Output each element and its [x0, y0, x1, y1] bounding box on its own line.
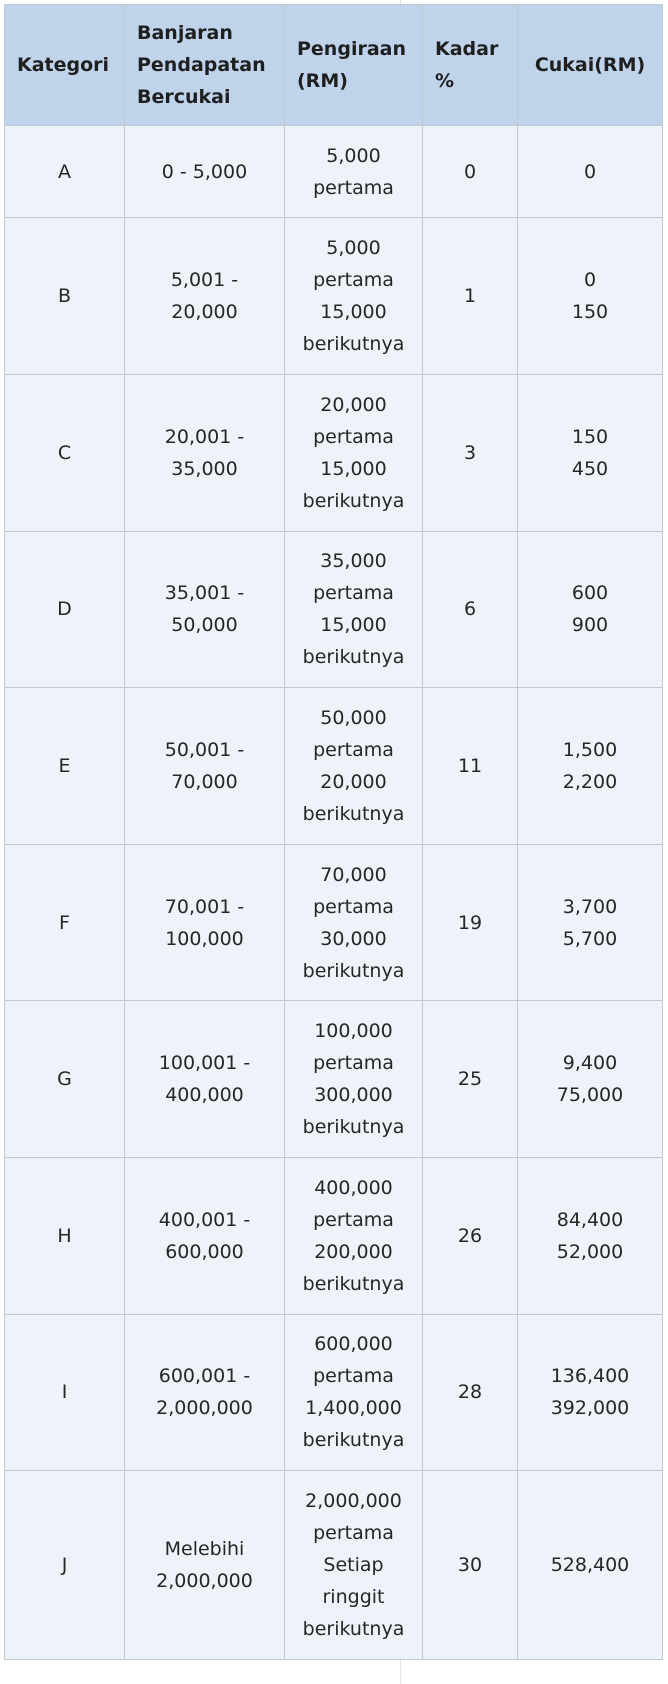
cell-pengiraan: [285, 1471, 423, 1660]
cell-banjaran: [125, 1001, 285, 1158]
cell-kadar: [423, 844, 518, 1001]
cell-banjaran: [125, 688, 285, 845]
income-tax-rate-table: [4, 4, 663, 1660]
cell-banjaran: [125, 218, 285, 375]
cell-cukai-text: 9,400 75,000: [556, 1052, 624, 1107]
cell-kadar: [423, 1001, 518, 1158]
cell-banjaran-text: 0 - 5,000: [161, 160, 248, 183]
cell-kadar-text: 3: [463, 441, 477, 464]
cell-pengiraan: [285, 126, 423, 218]
cell-pengiraan-text: 20,000 pertama 15,000 berikutnya: [302, 393, 405, 512]
cell-pengiraan: [285, 1314, 423, 1471]
table-row: [5, 1158, 663, 1315]
cell-banjaran: [125, 1314, 285, 1471]
cell-kadar: [423, 126, 518, 218]
cell-kategori: [5, 126, 125, 218]
cell-banjaran: [125, 844, 285, 1001]
cell-kadar: [423, 1471, 518, 1660]
cell-kadar-text: 25: [457, 1068, 483, 1091]
header-kategori: Kategori: [5, 5, 125, 126]
cell-kategori: [5, 531, 125, 688]
cell-banjaran: [125, 1158, 285, 1315]
cell-pengiraan-text: 600,000 pertama 1,400,000 berikutnya: [302, 1333, 405, 1452]
cell-banjaran-text: Melebihi 2,000,000: [156, 1538, 253, 1593]
cell-kadar: [423, 218, 518, 375]
cell-kadar-text: 6: [463, 598, 477, 621]
cell-kadar: [423, 1158, 518, 1315]
cell-kadar: [423, 374, 518, 531]
cell-kadar: [423, 688, 518, 845]
table-row: [5, 1471, 663, 1660]
cell-cukai-text: 0 150: [571, 269, 609, 324]
cell-cukai: [518, 531, 663, 688]
cell-cukai-text: 0: [583, 160, 597, 183]
cell-cukai: [518, 374, 663, 531]
cell-pengiraan: [285, 1001, 423, 1158]
cell-banjaran-text: 70,001 - 100,000: [164, 895, 245, 950]
header-pengiraan: Pengiraan (RM): [285, 5, 423, 126]
table-row: [5, 688, 663, 845]
table-row: [5, 1001, 663, 1158]
cell-kategori: [5, 374, 125, 531]
cell-pengiraan-text: 100,000 pertama 300,000 berikutnya: [302, 1020, 405, 1139]
cell-banjaran-text: 600,001 - 2,000,000: [156, 1365, 253, 1420]
header-banjaran: Banjaran Pendapatan Bercukai: [125, 5, 285, 126]
cell-kategori-text: G: [57, 1068, 72, 1091]
cell-banjaran-text: 20,001 - 35,000: [164, 425, 245, 480]
cell-pengiraan-text: 35,000 pertama 15,000 berikutnya: [302, 550, 405, 669]
cell-kadar-text: 19: [457, 911, 483, 934]
cell-banjaran-text: 50,001 - 70,000: [164, 738, 245, 793]
cell-kategori: [5, 688, 125, 845]
header-row: [5, 5, 663, 126]
cell-kategori: [5, 1314, 125, 1471]
cell-kategori: [5, 844, 125, 1001]
cell-kadar-text: 28: [457, 1381, 483, 1404]
table-header: [5, 5, 663, 126]
cell-kadar-text: 11: [457, 754, 483, 777]
cell-kategori-text: E: [58, 754, 71, 777]
cell-pengiraan-text: 50,000 pertama 20,000 berikutnya: [302, 706, 405, 825]
cell-pengiraan-text: 400,000 pertama 200,000 berikutnya: [302, 1176, 405, 1295]
cell-cukai: [518, 844, 663, 1001]
cell-kategori: [5, 1001, 125, 1158]
table-row: [5, 844, 663, 1001]
cell-cukai-text: 3,700 5,700: [562, 895, 618, 950]
table-row: [5, 1314, 663, 1471]
cell-cukai: [518, 1471, 663, 1660]
cell-pengiraan: [285, 218, 423, 375]
cell-banjaran: [125, 374, 285, 531]
cell-kadar: [423, 531, 518, 688]
cell-kadar-text: 1: [463, 285, 477, 308]
cell-pengiraan-text: 2,000,000 pertama Setiap ringgit berikutnya: [302, 1490, 405, 1641]
cell-kategori-text: F: [59, 911, 70, 934]
cell-banjaran-text: 100,001 - 400,000: [158, 1052, 251, 1107]
cell-banjaran-text: 5,001 - 20,000: [170, 269, 239, 324]
cell-kategori-text: C: [57, 441, 72, 464]
cell-cukai: [518, 126, 663, 218]
table-row: [5, 126, 663, 218]
table-row: [5, 531, 663, 688]
cell-banjaran: [125, 1471, 285, 1660]
cell-cukai-text: 600 900: [571, 582, 609, 637]
cell-kategori-text: A: [58, 160, 71, 183]
cell-banjaran: [125, 126, 285, 218]
cell-kadar-text: 26: [457, 1224, 483, 1247]
cell-kategori: [5, 1158, 125, 1315]
table-row: [5, 374, 663, 531]
cell-cukai: [518, 688, 663, 845]
cell-kategori-text: B: [57, 285, 72, 308]
cell-cukai-text: 136,400 392,000: [550, 1365, 630, 1420]
cell-banjaran: [125, 531, 285, 688]
cell-banjaran-text: 35,001 - 50,000: [164, 582, 245, 637]
cell-kategori: [5, 218, 125, 375]
table-body: [5, 126, 663, 1660]
cell-pengiraan-text: 5,000 pertama 15,000 berikutnya: [302, 237, 405, 356]
header-kadar: Kadar %: [423, 5, 518, 126]
cell-cukai-text: 84,400 52,000: [556, 1208, 624, 1263]
cell-kategori-text: H: [57, 1224, 72, 1247]
cell-kadar: [423, 1314, 518, 1471]
cell-cukai: [518, 218, 663, 375]
cell-kadar-text: 0: [463, 160, 477, 183]
cell-cukai-text: 150 450: [571, 425, 609, 480]
cell-pengiraan: [285, 1158, 423, 1315]
cell-cukai: [518, 1314, 663, 1471]
cell-cukai-text: 528,400: [550, 1554, 630, 1577]
cell-kategori: [5, 1471, 125, 1660]
cell-kategori-text: D: [57, 598, 72, 621]
cell-kategori-text: J: [61, 1554, 68, 1577]
cell-kadar-text: 30: [457, 1554, 483, 1577]
cell-cukai: [518, 1001, 663, 1158]
cell-pengiraan: [285, 531, 423, 688]
cell-banjaran-text: 400,001 - 600,000: [158, 1208, 251, 1263]
cell-cukai-text: 1,500 2,200: [562, 738, 618, 793]
table-row: [5, 218, 663, 375]
cell-pengiraan: [285, 374, 423, 531]
header-cukai: Cukai(RM): [518, 5, 663, 126]
cell-pengiraan: [285, 844, 423, 1001]
cell-pengiraan-text: 5,000 pertama: [313, 144, 394, 199]
cell-kategori-text: I: [61, 1381, 68, 1404]
cell-cukai: [518, 1158, 663, 1315]
cell-pengiraan: [285, 688, 423, 845]
cell-pengiraan-text: 70,000 pertama 30,000 berikutnya: [302, 863, 405, 982]
